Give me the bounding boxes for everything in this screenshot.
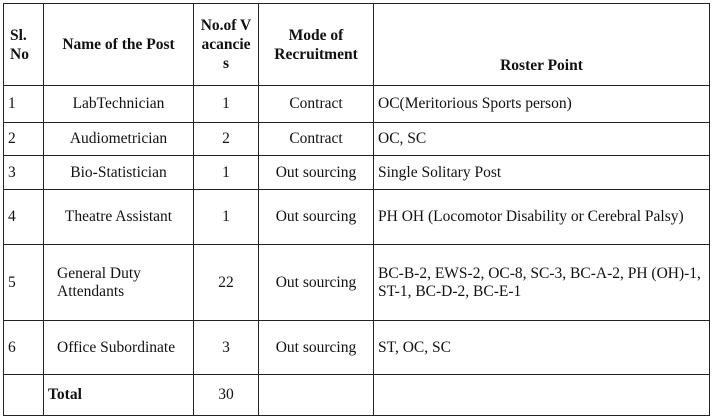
cell-vacancies: 3	[194, 321, 259, 375]
total-row	[4, 375, 710, 416]
cell-post-name: Bio-Statistician	[44, 156, 194, 190]
cell-sl-no-empty	[4, 375, 44, 416]
cell-mode: Contract	[259, 86, 374, 123]
header-vacancies: No.of Vacancies	[194, 4, 259, 86]
cell-roster: OC(Meritorious Sports person)	[374, 86, 710, 123]
table-row	[4, 86, 710, 123]
header-post-name: Name of the Post	[44, 4, 194, 86]
header-roster: Roster Point	[374, 4, 710, 86]
cell-sl-no: 6	[4, 321, 44, 375]
cell-roster: PH OH (Locomotor Disability or Cerebral Palsy)	[374, 190, 710, 245]
cell-sl-no: 4	[4, 190, 44, 245]
cell-roster-empty	[374, 375, 710, 416]
cell-mode-empty	[259, 375, 374, 416]
cell-roster: BC-B-2, EWS-2, OC-8, SC-3, BC-A-2, PH (OH)-1, ST-1, BC-D-2, BC-E-1	[374, 245, 710, 321]
cell-vacancies: 1	[194, 156, 259, 190]
table-row	[4, 245, 710, 321]
cell-sl-no: 1	[4, 86, 44, 123]
table-row	[4, 123, 710, 156]
cell-mode: Out sourcing	[259, 190, 374, 245]
cell-roster: ST, OC, SC	[374, 321, 710, 375]
cell-roster: OC, SC	[374, 123, 710, 156]
header-row	[4, 4, 710, 86]
table-row	[4, 156, 710, 190]
cell-mode: Out sourcing	[259, 321, 374, 375]
cell-vacancies: 1	[194, 86, 259, 123]
cell-sl-no: 5	[4, 245, 44, 321]
total-vacancies: 30	[194, 375, 259, 416]
cell-roster: Single Solitary Post	[374, 156, 710, 190]
cell-sl-no: 2	[4, 123, 44, 156]
table-row	[4, 190, 710, 245]
header-sl-no: Sl. No	[4, 4, 44, 86]
total-label: Total	[44, 375, 194, 416]
header-mode: Mode of Recruitment	[259, 4, 374, 86]
cell-vacancies: 2	[194, 123, 259, 156]
cell-vacancies: 1	[194, 190, 259, 245]
cell-post-name: Office Subordinate	[44, 321, 194, 375]
cell-post-name: Audiometrician	[44, 123, 194, 156]
vacancy-table	[3, 3, 710, 416]
cell-sl-no: 3	[4, 156, 44, 190]
cell-post-name: LabTechnician	[44, 86, 194, 123]
cell-mode: Out sourcing	[259, 156, 374, 190]
cell-mode: Out sourcing	[259, 245, 374, 321]
table-row	[4, 321, 710, 375]
cell-vacancies: 22	[194, 245, 259, 321]
cell-mode: Contract	[259, 123, 374, 156]
cell-post-name: General Duty Attendants	[44, 245, 194, 321]
cell-post-name: Theatre Assistant	[44, 190, 194, 245]
